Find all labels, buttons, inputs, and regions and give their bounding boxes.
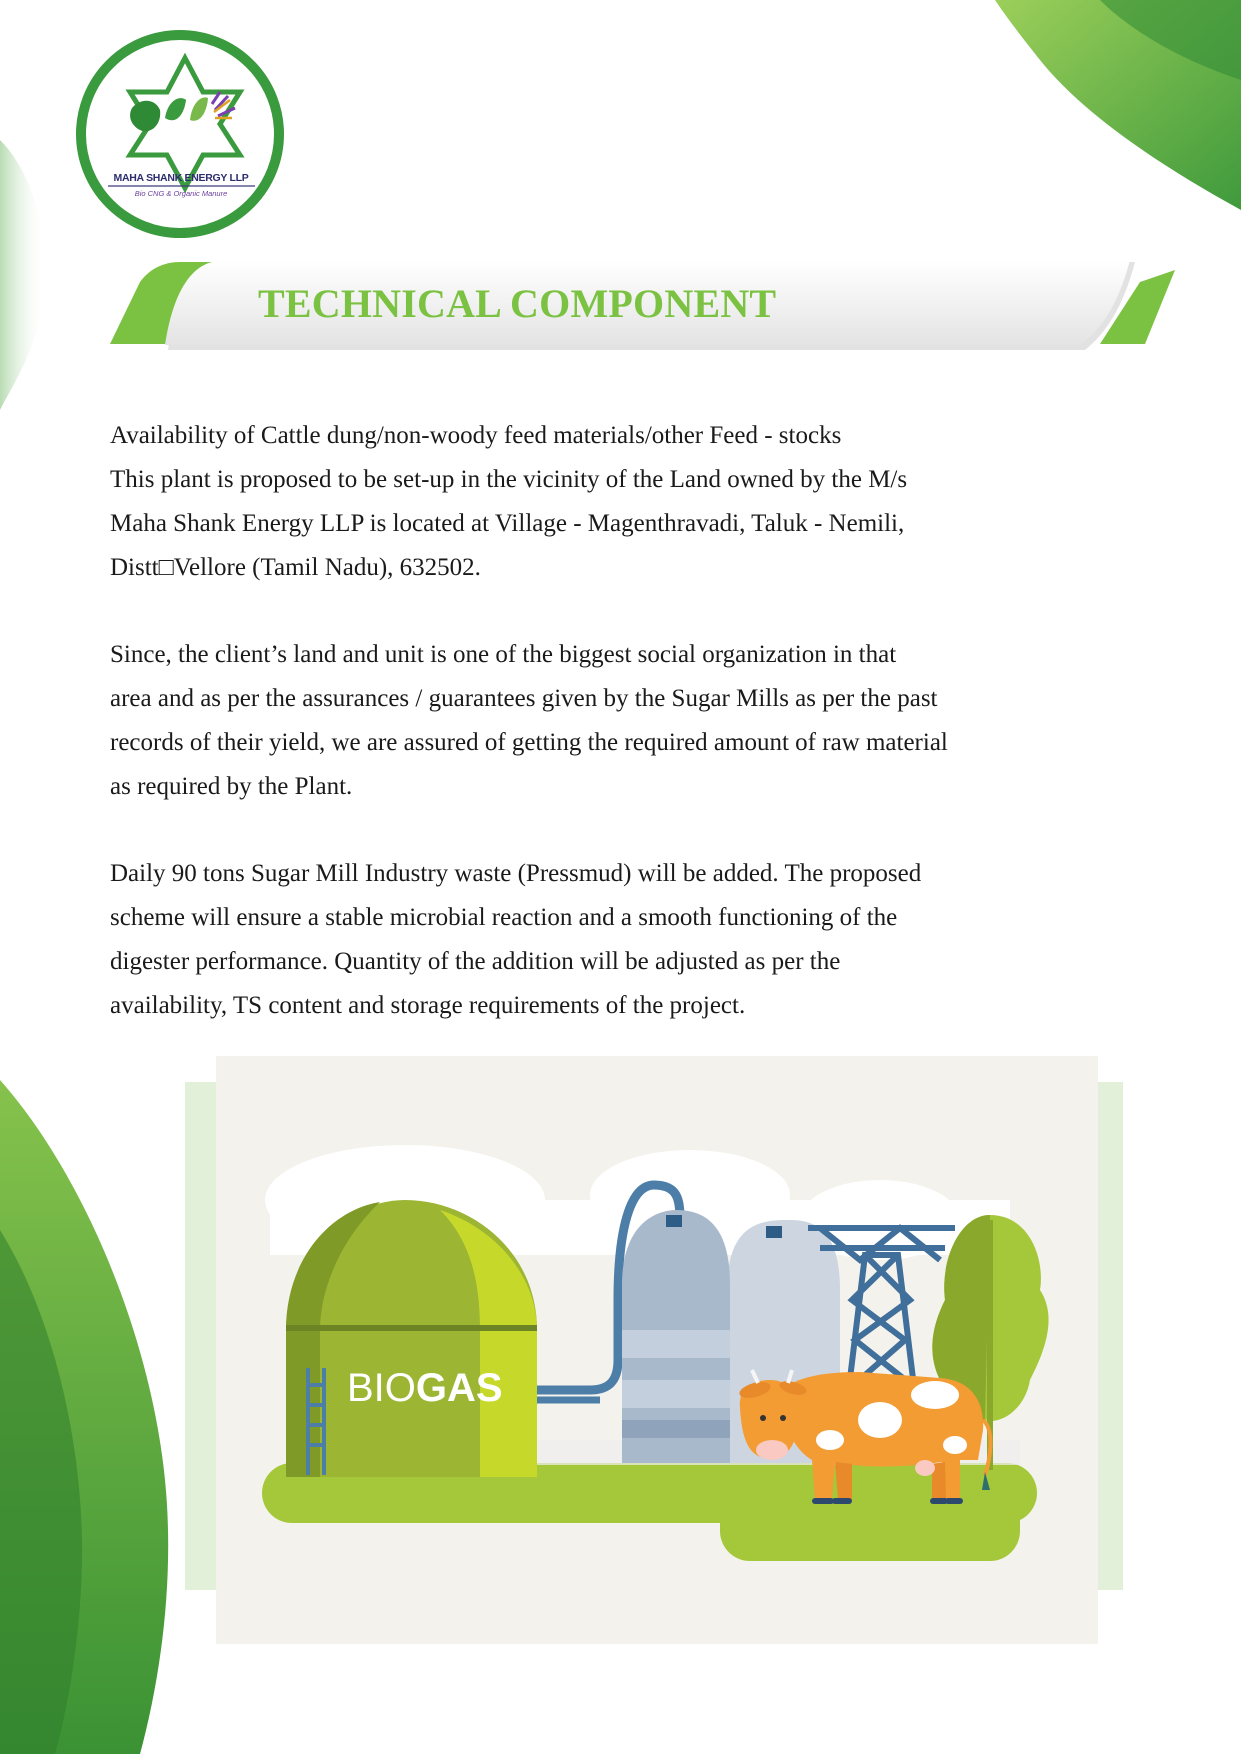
logo-tagline: Bio CNG & Organic Manure [134,189,228,198]
text-line: as required by the Plant. [110,773,353,800]
biogas-dome-label [347,1366,503,1411]
biogas-label-light: BIO [347,1366,416,1410]
paragraph-pressmud-addition [110,852,1110,1028]
text-line: records of their yield, we are assured of getting the required amount of raw material [110,729,948,756]
text-line: scheme will ensure a stable microbial reaction and a smooth functioning of the [110,904,898,931]
text-line: Availability of Cattle dung/non-woody feed materials/other Feed - stocks [110,422,842,449]
text-line: Daily 90 tons Sugar Mill Industry waste (Pressmud) will be added. The proposed [110,860,922,887]
biogas-label-bold: GAS [415,1366,503,1410]
text-line: digester performance. Quantity of the addition will be adjusted as per the [110,948,841,975]
bottom-left-leaf [0,1080,168,1754]
text-line: availability, TS content and storage requirements of the project. [110,992,746,1019]
text-line: area and as per the assurances / guarantees given by the Sugar Mills as per the past [110,685,938,712]
paragraph-raw-material-assurance [110,633,1110,809]
logo-company-name: MAHA SHANK ENERGY LLP [113,172,249,184]
text-line: Distt□Vellore (Tamil Nadu), 632502. [110,554,481,581]
text-line: This plant is proposed to be set-up in the vicinity of the Land owned by the M/s [110,466,908,493]
logo-mark [76,30,284,238]
biogas-illustration [185,1056,1123,1644]
paragraph-feedstock-availability [110,414,1110,590]
text-line: Maha Shank Energy LLP is located at Village - Magenthravadi, Taluk - Nemili, [110,510,905,537]
text-line: Since, the client’s land and unit is one of the biggest social organization in that [110,641,897,668]
page-title: TECHNICAL COMPONENT [258,281,777,326]
top-right-leaf [995,0,1241,210]
left-edge-leaf [0,140,46,410]
